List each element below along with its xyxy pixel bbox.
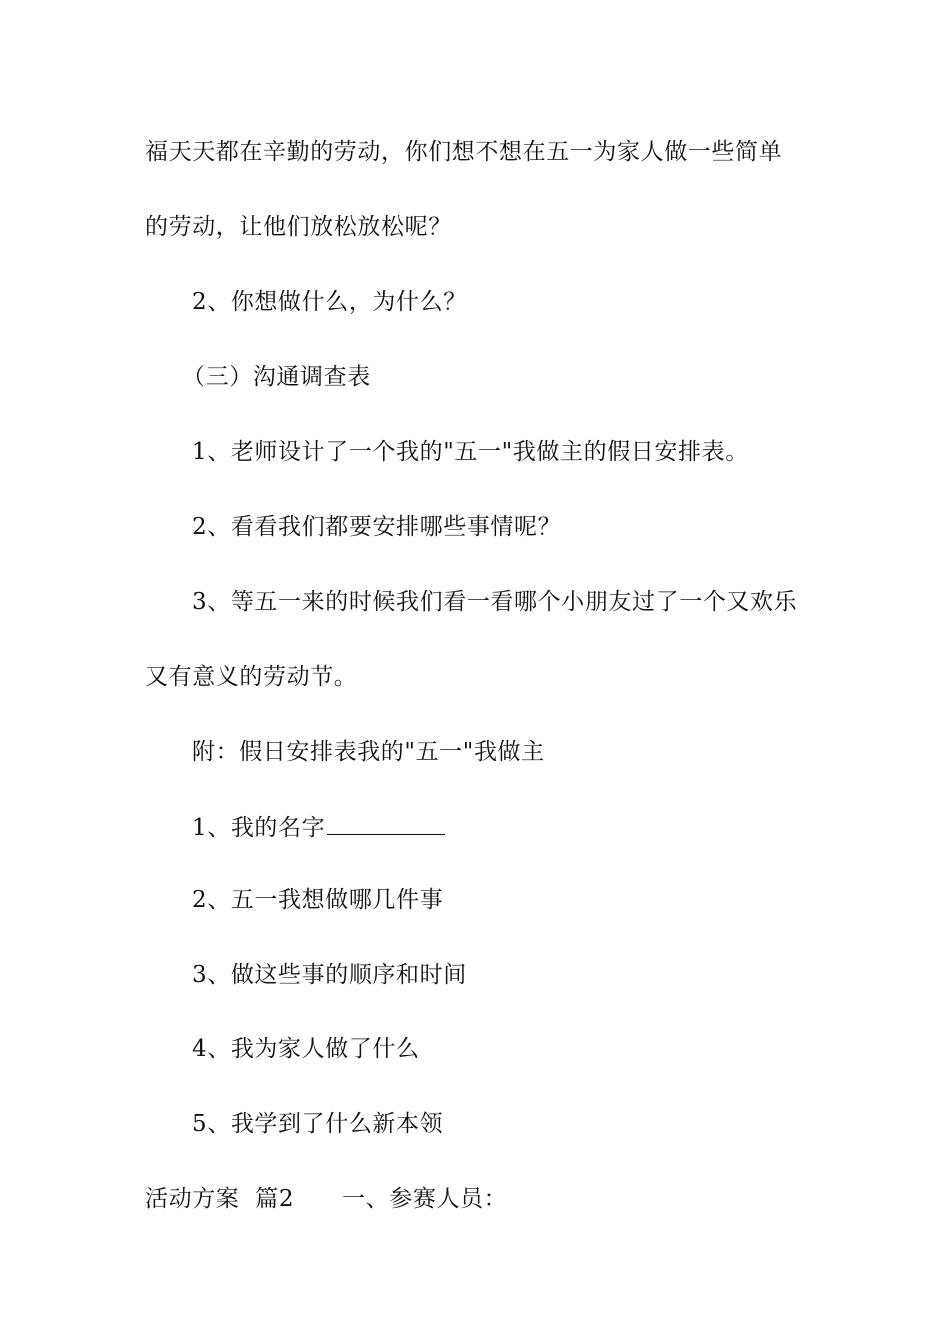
footer-item: 一、参赛人员： — [342, 1186, 508, 1212]
paragraph-line: 1、老师设计了一个我的"五一"我做主的假日安排表。 — [192, 439, 749, 465]
paragraph-line: 又有意义的劳动节。 — [145, 664, 358, 690]
paragraph-line: 2、你想做什么，为什么？ — [192, 289, 467, 315]
form-item: 2、五一我想做哪几件事 — [192, 887, 444, 913]
name-blank-line — [327, 812, 445, 835]
paragraph-line: 的劳动，让他们放松放松呢？ — [145, 214, 452, 240]
appendix-title: 附：假日安排表我的"五一"我做主 — [192, 739, 545, 765]
form-item: 3、做这些事的顺序和时间 — [192, 962, 467, 988]
paragraph-line: 2、看看我们都要安排哪些事情呢？ — [192, 514, 562, 540]
footer-heading: 活动方案 篇2 — [145, 1186, 295, 1212]
form-item-name — [192, 812, 445, 843]
form-item-label: 1、我的名字 — [192, 815, 326, 841]
paragraph-line: 福天天都在辛勤的劳动，你们想不想在五一为家人做一些简单 — [145, 139, 783, 165]
form-item: 4、我为家人做了什么 — [192, 1036, 420, 1062]
paragraph-line: 3、等五一来的时候我们看一看哪个小朋友过了一个又欢乐 — [192, 589, 798, 615]
form-item: 5、我学到了什么新本领 — [192, 1111, 444, 1137]
footer-line — [145, 1184, 507, 1214]
section-heading: （三）沟通调查表 — [182, 364, 371, 390]
